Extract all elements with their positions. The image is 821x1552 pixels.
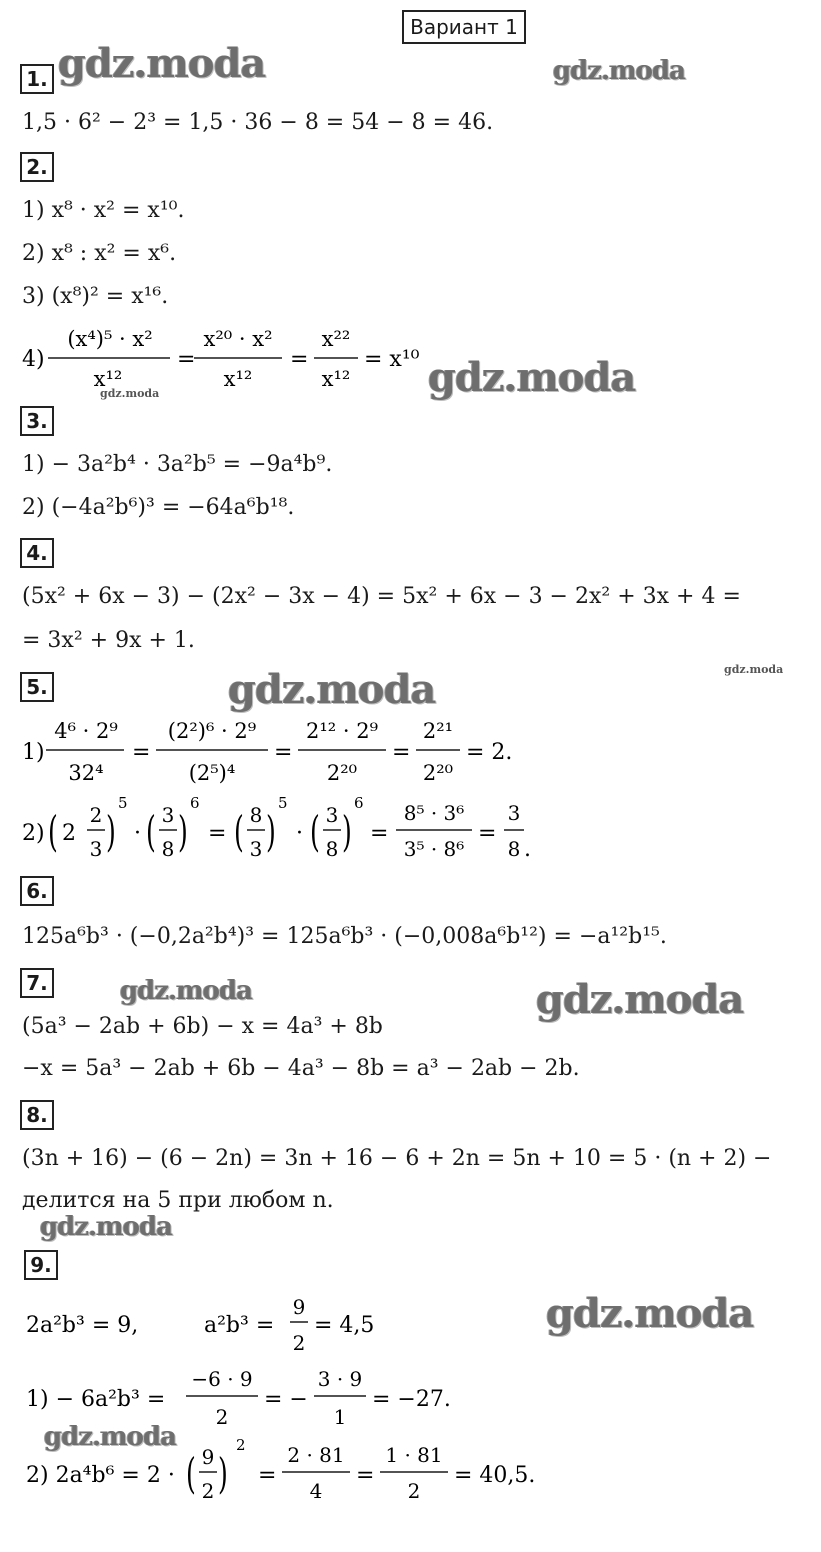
svg-text:= 40,5.: = 40,5.	[454, 1463, 536, 1488]
fraction-numerator: x²²	[321, 327, 351, 351]
watermark: gdz.moda	[553, 56, 686, 86]
watermark: gdz.moda	[428, 354, 636, 401]
svg-text:): )	[266, 808, 276, 857]
svg-text:(: (	[47, 808, 58, 857]
svg-text:2) 2a⁴b⁶ = 2 ·: 2) 2a⁴b⁶ = 2 ·	[26, 1463, 175, 1488]
task7-line1: (5a³ − 2ab + 6b) − x = 4a³ + 8b	[22, 1014, 383, 1039]
svg-text:(: (	[234, 808, 244, 857]
svg-text:): )	[106, 808, 116, 857]
watermark: gdz.moda	[100, 387, 160, 400]
task-number-8: 8.	[20, 1100, 54, 1130]
fraction-denominator: x¹²	[321, 367, 351, 391]
svg-text:9: 9	[201, 1445, 215, 1469]
svg-text:): )	[341, 808, 352, 857]
svg-text:1 · 81: 1 · 81	[385, 1443, 443, 1467]
watermark: gdz.moda	[40, 1212, 173, 1242]
svg-text:=: =	[478, 821, 497, 846]
task3-line1: 1) − 3a²b⁴ · 3a²b⁵ = −9a⁴b⁹.	[22, 452, 333, 477]
svg-text:=: =	[208, 821, 227, 846]
svg-text:2a²b³ = 9,: 2a²b³ = 9,	[26, 1313, 139, 1338]
svg-text:·: ·	[134, 821, 141, 846]
task9-given	[0, 1292, 821, 1362]
svg-text:a²b³ =: a²b³ =	[204, 1313, 275, 1338]
svg-text:(: (	[186, 1450, 196, 1499]
svg-text:−6 · 9: −6 · 9	[191, 1367, 253, 1391]
svg-text:2: 2	[236, 1436, 246, 1454]
fraction-denominator: x¹²	[223, 367, 253, 391]
task4-line2: = 3x² + 9x + 1.	[22, 628, 195, 653]
task2-line1: 1) x⁸ · x² = x¹⁰.	[22, 198, 185, 223]
svg-text:=: =	[258, 1463, 277, 1488]
svg-text:8: 8	[161, 837, 175, 861]
svg-text:2 · 81: 2 · 81	[287, 1443, 345, 1467]
svg-text:=: =	[290, 347, 309, 372]
svg-text:= −27.: = −27.	[372, 1387, 451, 1412]
watermark: gdz.moda	[58, 40, 266, 87]
svg-text:2: 2	[292, 1331, 306, 1355]
watermark: gdz.moda	[536, 976, 744, 1023]
svg-text:3 · 9: 3 · 9	[317, 1367, 363, 1391]
task-number-6: 6.	[20, 876, 54, 906]
task-number-1: 1.	[20, 64, 54, 94]
svg-text:4: 4	[309, 1479, 323, 1503]
fraction-denominator: 32⁴	[68, 761, 104, 785]
svg-text:3⁵ · 8⁶: 3⁵ · 8⁶	[403, 837, 465, 861]
svg-text:=: =	[132, 740, 151, 765]
svg-text:9: 9	[292, 1295, 306, 1319]
svg-text:6: 6	[354, 794, 364, 812]
task-number-9: 9.	[24, 1250, 58, 1280]
svg-text:3: 3	[507, 801, 521, 825]
svg-text:= 2.: = 2.	[466, 740, 513, 765]
task8-line1: (3n + 16) − (6 − 2n) = 3n + 16 − 6 + 2n = 5n + 10 = 5 · (n + 2) −	[22, 1146, 772, 1171]
task4-line1: (5x² + 6x − 3) − (2x² − 3x − 4) = 5x² + 6x − 3 − 2x² + 3x + 4 =	[22, 584, 741, 609]
task-number-3: 3.	[20, 406, 54, 436]
svg-text:1: 1	[333, 1405, 347, 1429]
watermark: gdz.moda	[44, 1422, 177, 1452]
task9-line2	[0, 1436, 821, 1512]
svg-text:(: (	[146, 808, 156, 857]
task-number-7: 7.	[20, 968, 54, 998]
svg-text:(: (	[310, 808, 320, 857]
fraction-denominator: (2⁵)⁴	[188, 761, 236, 785]
svg-text:6: 6	[190, 794, 200, 812]
variant-title: Вариант 1	[402, 10, 526, 44]
svg-text:=: =	[392, 740, 411, 765]
fraction-numerator: 2¹² · 2⁹	[305, 719, 379, 743]
fraction-numerator: 2²¹	[422, 719, 454, 743]
task2-line4-result: = x¹⁰	[364, 347, 420, 372]
svg-text:2: 2	[407, 1479, 421, 1503]
fraction-numerator: (2²)⁶ · 2⁹	[167, 719, 257, 743]
task2-line2: 2) x⁸ : x² = x⁶.	[22, 241, 177, 266]
task2-fraction-line	[0, 322, 821, 402]
svg-text:3: 3	[325, 803, 339, 827]
svg-text:·: ·	[296, 821, 303, 846]
svg-text:1) − 6a²b³ =: 1) − 6a²b³ =	[26, 1387, 166, 1412]
fraction-denominator: x¹²	[93, 367, 123, 391]
svg-text:=: =	[177, 347, 196, 372]
task6-solution: 125a⁶b³ · (−0,2a²b⁴)³ = 125a⁶b³ · (−0,008a⁶b¹²) = −a¹²b¹⁵.	[22, 924, 667, 949]
task2-line3: 3) (x⁸)² = x¹⁶.	[22, 284, 169, 309]
task7-line2: −x = 5a³ − 2ab + 6b − 4a³ − 8b = a³ − 2ab − 2b.	[22, 1056, 580, 1081]
svg-text:=: =	[356, 1463, 375, 1488]
fraction-numerator: (x⁴)⁵ · x²	[67, 327, 153, 351]
svg-text:5: 5	[118, 794, 128, 812]
svg-text:2: 2	[201, 1479, 215, 1503]
svg-text:=: =	[370, 821, 389, 846]
svg-text:= 4,5: = 4,5	[314, 1313, 375, 1338]
svg-text:): )	[218, 1450, 228, 1499]
watermark: gdz.moda	[120, 976, 253, 1006]
svg-text:): )	[178, 808, 188, 857]
fraction-denominator: 2²⁰	[326, 761, 358, 785]
task1-solution: 1,5 · 6² − 2³ = 1,5 · 36 − 8 = 54 − 8 = 46.	[22, 110, 494, 135]
task2-line4-prefix: 4)	[22, 347, 45, 372]
svg-text:8⁵ · 3⁶: 8⁵ · 3⁶	[403, 801, 465, 825]
task-number-2: 2.	[20, 152, 54, 182]
svg-text:8: 8	[325, 837, 339, 861]
watermark: gdz.moda	[546, 1290, 754, 1337]
svg-text:2: 2	[89, 803, 103, 827]
svg-text:2): 2)	[22, 821, 45, 846]
svg-text:1): 1)	[22, 740, 45, 765]
watermark: gdz.moda	[724, 663, 784, 676]
fraction-numerator: x²⁰ · x²	[203, 327, 273, 351]
svg-text:3: 3	[89, 837, 103, 861]
fraction-denominator: 2²⁰	[422, 761, 454, 785]
svg-text:= −: = −	[264, 1387, 308, 1412]
task-number-4: 4.	[20, 538, 54, 568]
task5-line1	[0, 714, 821, 794]
svg-text:.: .	[524, 837, 531, 862]
svg-text:2: 2	[215, 1405, 229, 1429]
svg-text:3: 3	[249, 837, 263, 861]
svg-text:=: =	[274, 740, 293, 765]
svg-text:2: 2	[62, 821, 76, 846]
watermark: gdz.moda	[228, 666, 436, 713]
task5-line2	[0, 794, 821, 874]
task-number-5: 5.	[20, 672, 54, 702]
svg-text:3: 3	[161, 803, 175, 827]
task8-line2: делится на 5 при любом n.	[22, 1188, 334, 1213]
svg-text:5: 5	[278, 794, 288, 812]
fraction-numerator: 4⁶ · 2⁹	[54, 719, 118, 743]
task3-line2: 2) (−4a²b⁶)³ = −64a⁶b¹⁸.	[22, 495, 295, 520]
svg-text:8: 8	[249, 803, 263, 827]
task9-line1	[0, 1362, 821, 1432]
svg-text:8: 8	[507, 837, 521, 861]
